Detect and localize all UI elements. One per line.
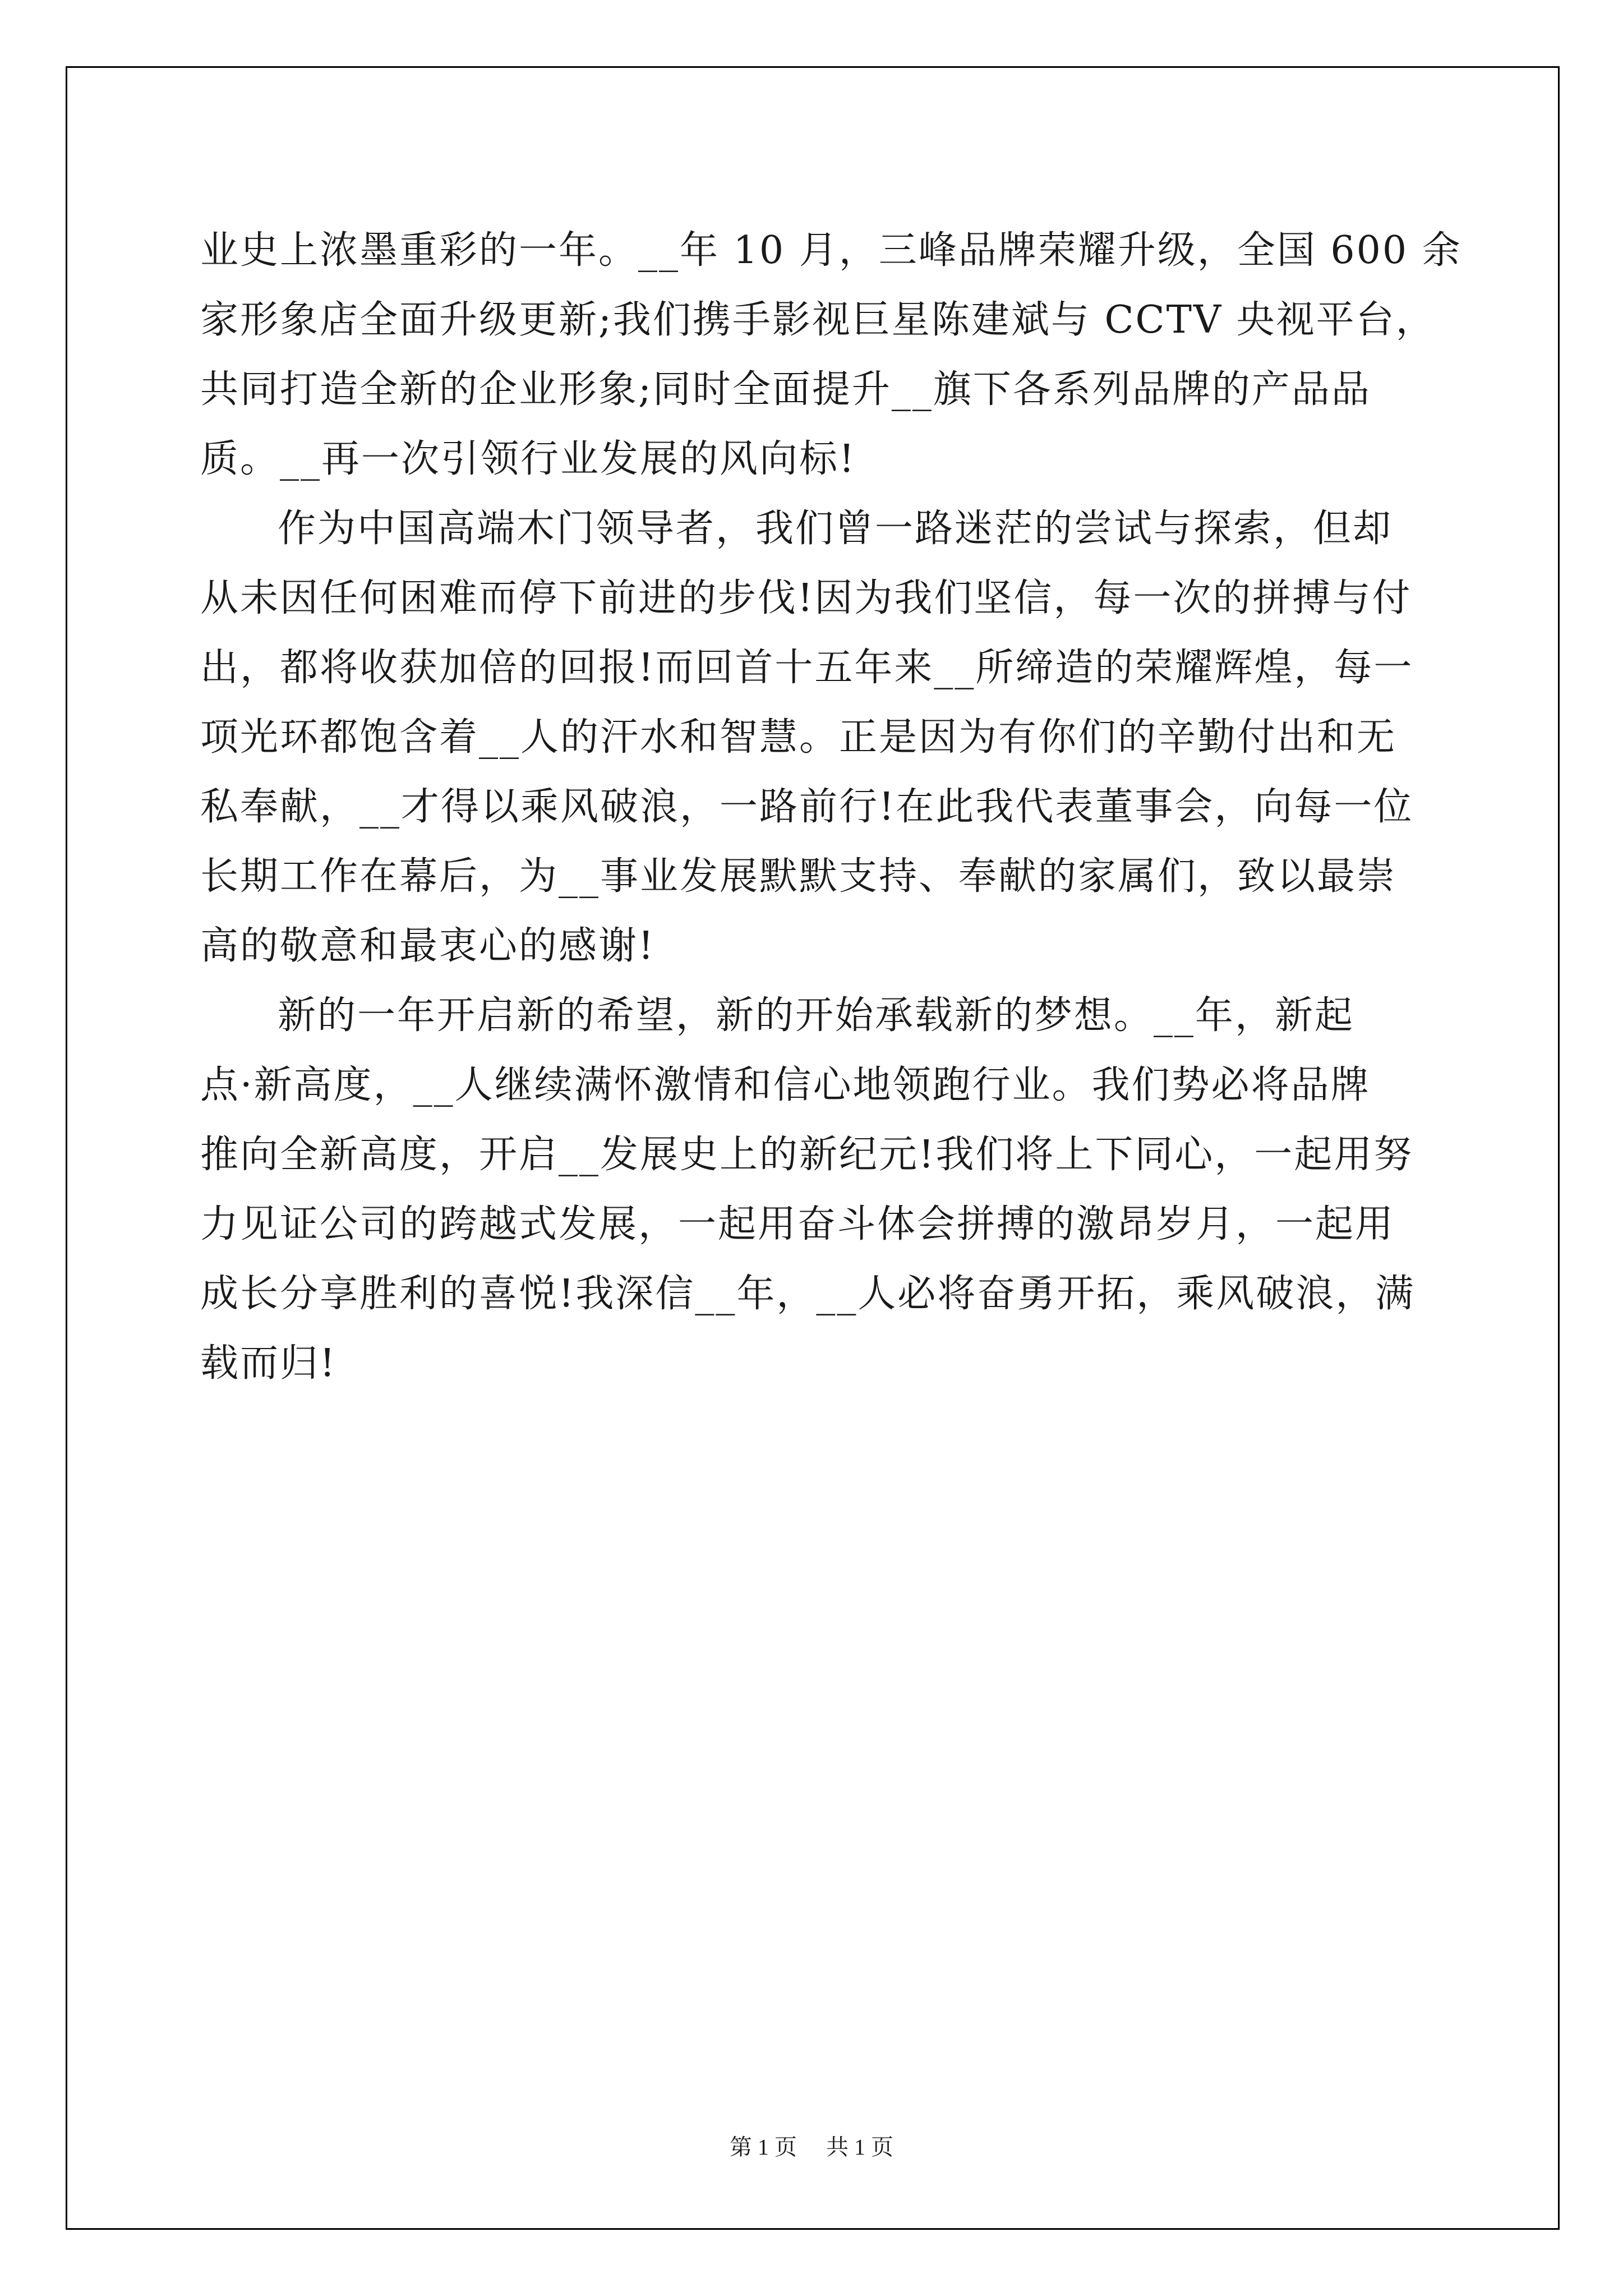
- paragraph-first-line: 新的一年开启新的希望，新的开始承载新的梦想。__年，新起: [278, 993, 1355, 1038]
- text-line: 项光环都饱含着__人的汗水和智慧。正是因为有你们的辛勤付出和无: [200, 715, 1397, 760]
- text-line: 点·新高度，__人继续满怀激情和信心地领跑行业。我们势必将品牌: [200, 1063, 1371, 1107]
- text-line: 长期工作在幕后，为__事业发展默默支持、奉献的家属们，致以最崇: [200, 854, 1397, 899]
- text-line: 质。__再一次引领行业发展的风向标!: [200, 437, 856, 481]
- page-footer: [0, 2129, 1623, 2161]
- text-line: 私奉献，__才得以乘风破浪，一路前行!在此我代表董事会，向每一位: [200, 785, 1414, 829]
- text-line: 共同打造全新的企业形象;同时全面提升__旗下各系列品牌的产品品: [200, 367, 1371, 412]
- text-line: 业史上浓墨重彩的一年。__年 10 月，三峰品牌荣耀升级，全国 600 余: [200, 228, 1462, 273]
- text-line: 力见证公司的跨越式发展，一起用奋斗体会拼搏的激昂岁月，一起用: [200, 1202, 1395, 1246]
- text-line: 出，都将收获加倍的回报!而回首十五年来__所缔造的荣耀辉煌，每一: [200, 646, 1414, 690]
- text-line: 高的敬意和最衷心的感谢!: [200, 924, 656, 968]
- page-total: 共 1 页: [826, 2134, 893, 2160]
- text-line: 成长分享胜利的喜悦!我深信__年，__人必将奋勇开拓，乘风破浪，满: [200, 1272, 1415, 1316]
- text-line: 载而归!: [200, 1341, 337, 1386]
- document-body: [200, 216, 1462, 1398]
- paragraph-first-line: 作为中国高端木门领导者，我们曾一路迷茫的尝试与探索，但却: [278, 507, 1393, 551]
- text-line: 家形象店全面升级更新;我们携手影视巨星陈建斌与 CCTV 央视平台，: [200, 298, 1436, 342]
- text-line: 从未因任何困难而停下前进的步伐!因为我们坚信，每一次的拼搏与付: [200, 576, 1412, 620]
- text-line: 推向全新高度，开启__发展史上的新纪元!我们将上下同心，一起用努: [200, 1133, 1414, 1177]
- page-number: 第 1 页: [730, 2134, 797, 2160]
